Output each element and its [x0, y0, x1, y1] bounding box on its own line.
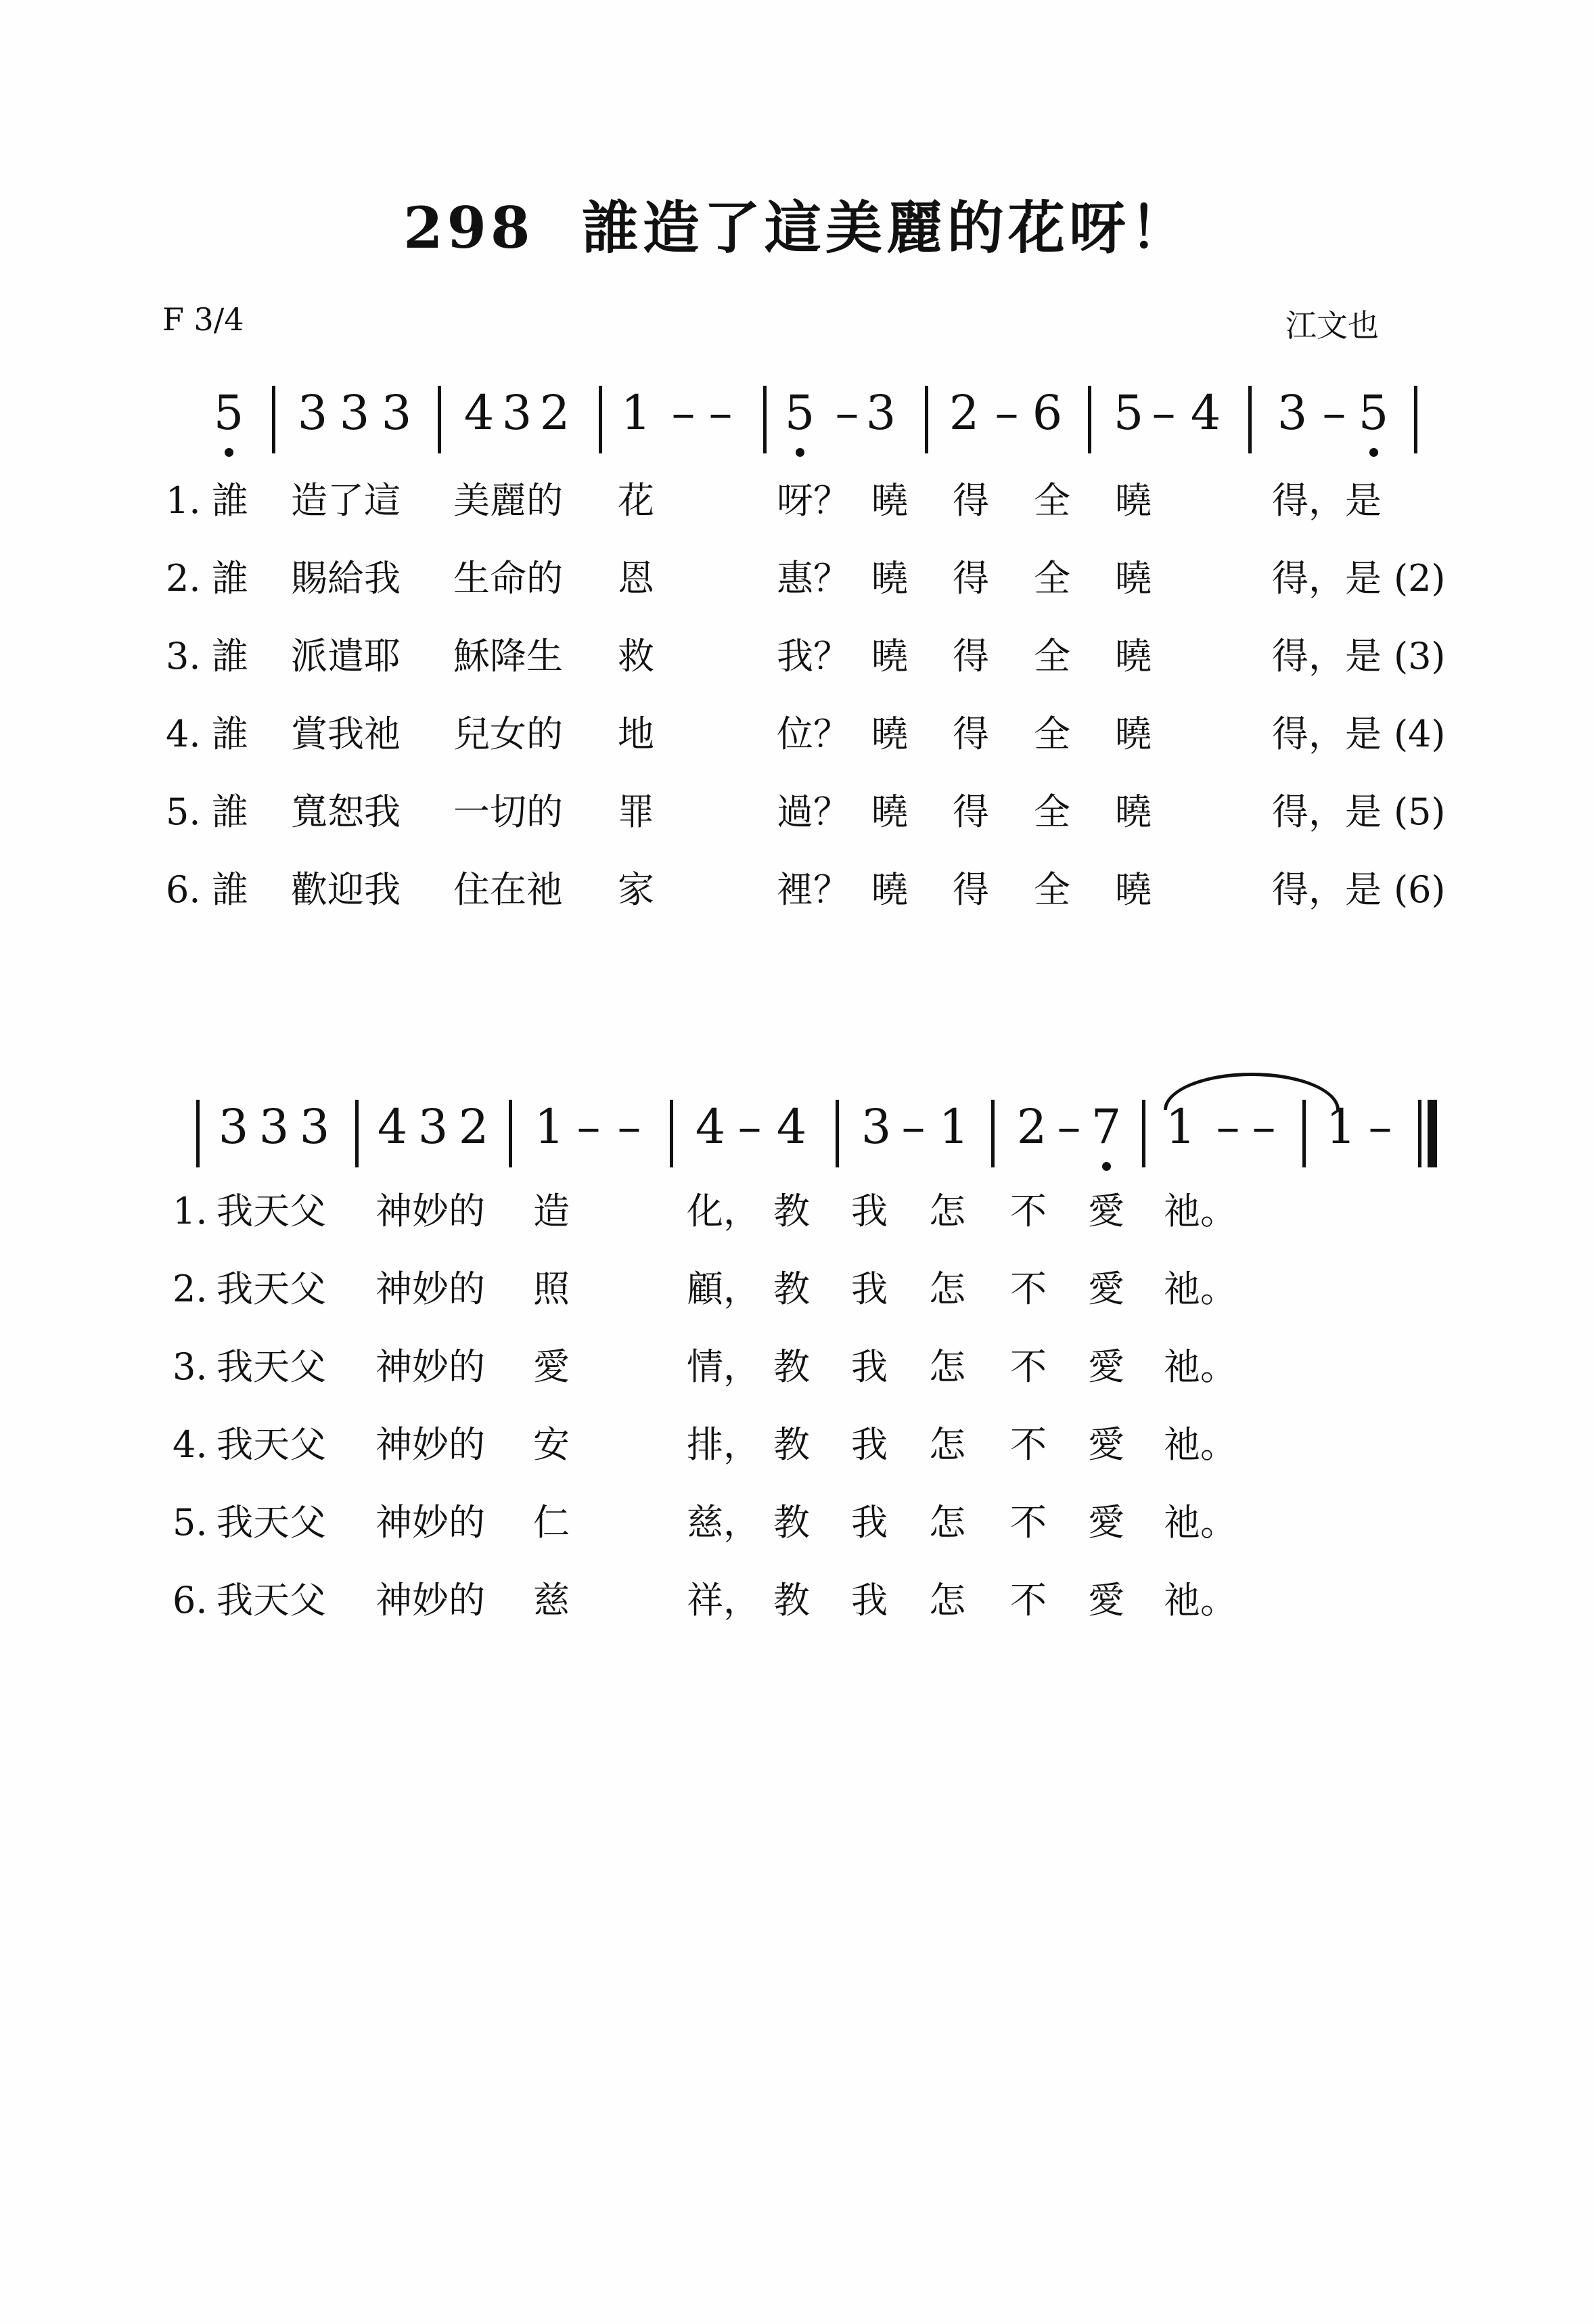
dash: –: [671, 385, 696, 441]
note: 2: [458, 1099, 489, 1155]
lyric-group: 生命的: [453, 557, 563, 600]
note: 3: [339, 385, 370, 441]
dash: –: [576, 1099, 601, 1155]
lyric-group: 賞我祂: [291, 713, 401, 755]
final-barline-thin: [1418, 1100, 1421, 1167]
lyric-syllable: 愛: [1088, 1579, 1124, 1622]
lyric-syllable: 全: [1034, 479, 1070, 522]
low-octave-dot: [1102, 1162, 1111, 1171]
lyric-syllable: 祂。: [1164, 1501, 1237, 1544]
lyric-syllable: 曉: [871, 713, 908, 755]
lyric-syllable: 得: [953, 557, 989, 600]
lyric-syllable: 仁: [533, 1501, 570, 1544]
lyric-syllable: 曉: [871, 790, 908, 833]
note: 2: [949, 385, 980, 441]
lyric-syllable: 愛: [1088, 1190, 1124, 1232]
lyric-group: 過？: [777, 790, 850, 833]
verse-line: [0, 1340, 1594, 1394]
lyric-syllable: 誰: [212, 557, 248, 600]
final-barline: [1428, 1100, 1437, 1167]
note: 3: [861, 1099, 892, 1155]
lyric-syllable: 誰: [212, 868, 248, 911]
barline: [1414, 386, 1417, 453]
lyric-syllable: 我: [851, 1268, 888, 1310]
barline: [763, 386, 767, 453]
lyric-syllable: 誰: [212, 635, 248, 677]
verse-number: 1.: [166, 479, 201, 522]
dash: –: [1216, 1099, 1240, 1155]
dash: –: [1322, 385, 1346, 441]
lyric-group: 神妙的: [375, 1345, 485, 1388]
lyric-group: 裡？: [777, 868, 850, 911]
lyric-syllable: 曉: [871, 479, 908, 522]
hymn-title: [0, 183, 1594, 265]
lyric-syllable: 祂。: [1164, 1423, 1237, 1466]
note: 5: [1356, 379, 1391, 447]
lyric-syllable: 全: [1034, 868, 1070, 911]
barline: [670, 1100, 673, 1167]
lyric-syllable: 得: [953, 868, 989, 911]
note: 5: [782, 379, 817, 447]
lyric-group: 排，: [687, 1423, 760, 1466]
lyric-group: 我？: [777, 635, 850, 677]
lyric-syllable: 怎: [929, 1423, 965, 1466]
verse-line: [0, 629, 1594, 684]
lyric-syllable: 教: [773, 1579, 810, 1622]
verse-number: 3.: [166, 635, 201, 677]
lyric-syllable: 全: [1034, 557, 1070, 600]
lyric-group: 美麗的: [453, 479, 563, 522]
lyric-group: 情，: [687, 1345, 760, 1388]
note: 3: [297, 385, 328, 441]
barline: [272, 386, 275, 453]
lyric-syllable: 得: [953, 713, 989, 755]
lyric-syllable: 全: [1034, 790, 1070, 833]
barline: [991, 1100, 995, 1167]
lyric-syllable: 祂。: [1164, 1190, 1237, 1232]
low-octave-dot: [1369, 448, 1378, 457]
dash: –: [995, 385, 1019, 441]
note: 5: [211, 379, 246, 447]
barline: [438, 386, 441, 453]
lyric-group: 得，是: [1272, 479, 1382, 522]
lyric-syllable: 教: [773, 1268, 810, 1310]
verse-repeat-marker: (2): [1394, 557, 1446, 600]
lyric-syllable: 曉: [1115, 479, 1152, 522]
lyric-syllable: 教: [773, 1190, 810, 1232]
note: 3: [258, 1099, 290, 1155]
lyric-syllable: 曉: [1115, 713, 1152, 755]
note: 1: [620, 385, 652, 441]
verse-line: [0, 1573, 1594, 1628]
barline: [1088, 386, 1091, 453]
lyric-syllable: 全: [1034, 635, 1070, 677]
verse-number: 1.: [173, 1190, 208, 1232]
lyric-syllable: 曉: [871, 868, 908, 911]
lyric-syllable: 我: [851, 1190, 888, 1232]
lyric-syllable: 愛: [533, 1345, 570, 1388]
verse-line: [0, 1262, 1594, 1316]
lyric-group: 祥，: [687, 1579, 760, 1622]
dash: –: [1252, 1099, 1276, 1155]
verse-repeat-marker: (6): [1394, 868, 1446, 911]
verse-line: [0, 1496, 1594, 1550]
verse-number: 3.: [173, 1345, 208, 1388]
lyric-syllable: 造: [533, 1190, 570, 1232]
lyric-group: 我天父: [217, 1423, 326, 1466]
barline: [1302, 1100, 1306, 1167]
lyric-group: 位？: [777, 713, 850, 755]
dash: –: [901, 1099, 926, 1155]
lyric-group: 歡迎我: [291, 868, 401, 911]
note: 3: [299, 1099, 330, 1155]
lyric-group: 我天父: [217, 1190, 326, 1232]
lyric-syllable: 全: [1034, 713, 1070, 755]
lyric-syllable: 得: [953, 479, 989, 522]
lyric-syllable: 不: [1010, 1579, 1047, 1622]
lyric-syllable: 誰: [212, 479, 248, 522]
low-octave-dot: [796, 448, 804, 457]
lyric-group: 一切的: [453, 790, 563, 833]
lyric-syllable: 地: [618, 713, 654, 755]
dash: –: [1152, 385, 1176, 441]
barline: [1248, 386, 1252, 453]
barline: [599, 386, 602, 453]
lyric-group: 得，是: [1272, 713, 1382, 755]
lyric-group: 得，是: [1272, 868, 1382, 911]
lyric-syllable: 怎: [929, 1190, 965, 1232]
verse-line: [0, 1418, 1594, 1472]
verse-line: [0, 474, 1594, 528]
lyric-group: 兒女的: [453, 713, 563, 755]
lyric-syllable: 不: [1010, 1190, 1047, 1232]
note: 6: [1032, 385, 1063, 441]
note: 3: [501, 385, 532, 441]
lyric-syllable: 曉: [1115, 868, 1152, 911]
note: 3: [865, 385, 896, 441]
verse-repeat-marker: (3): [1394, 635, 1446, 677]
verse-number: 2.: [173, 1268, 208, 1310]
dash: –: [737, 1099, 762, 1155]
dash: –: [835, 385, 859, 441]
lyric-syllable: 教: [773, 1423, 810, 1466]
lyric-group: 造了這: [291, 479, 401, 522]
lyric-syllable: 曉: [1115, 635, 1152, 677]
note: 3: [218, 1099, 249, 1155]
lyric-syllable: 祂。: [1164, 1345, 1237, 1388]
note: 3: [381, 385, 412, 441]
verse-line: [0, 1184, 1594, 1238]
composer: 江文也: [1285, 307, 1379, 344]
verse-number: 5.: [166, 790, 201, 833]
lyric-group: 神妙的: [375, 1501, 485, 1544]
barline: [509, 1100, 512, 1167]
note: 2: [1016, 1099, 1047, 1155]
verse-number: 2.: [166, 557, 201, 600]
lyric-syllable: 不: [1010, 1345, 1047, 1388]
lyric-group: 慈，: [687, 1501, 760, 1544]
lyric-syllable: 安: [533, 1423, 570, 1466]
lyric-syllable: 曉: [1115, 790, 1152, 833]
dash: –: [1368, 1099, 1392, 1155]
lyric-syllable: 花: [618, 479, 654, 522]
note: 3: [1277, 385, 1308, 441]
lyric-syllable: 愛: [1088, 1501, 1124, 1544]
lyric-syllable: 曉: [1115, 557, 1152, 600]
lyric-syllable: 得: [953, 790, 989, 833]
key-signature: F 3/4: [162, 301, 244, 338]
lyric-syllable: 得: [953, 635, 989, 677]
verse-line: [0, 707, 1594, 761]
lyric-syllable: 祂。: [1164, 1579, 1237, 1622]
lyric-syllable: 罪: [618, 790, 654, 833]
lyric-group: 寬恕我: [291, 790, 401, 833]
note: 2: [539, 385, 570, 441]
lyric-group: 惠？: [777, 557, 850, 600]
lyric-syllable: 救: [618, 635, 654, 677]
lyric-syllable: 教: [773, 1501, 810, 1544]
lyric-syllable: 祂。: [1164, 1268, 1237, 1310]
lyric-group: 我天父: [217, 1345, 326, 1388]
note: 4: [695, 1099, 726, 1155]
lyric-syllable: 我: [851, 1345, 888, 1388]
note: 1: [534, 1099, 565, 1155]
note: 4: [463, 385, 495, 441]
lyric-group: 呀？: [777, 479, 850, 522]
note: 1: [1165, 1099, 1196, 1155]
verse-repeat-marker: (5): [1394, 790, 1446, 833]
lyric-group: 神妙的: [375, 1423, 485, 1466]
verse-repeat-marker: (4): [1394, 713, 1446, 755]
barline: [1142, 1100, 1145, 1167]
lyric-syllable: 怎: [929, 1345, 965, 1388]
lyric-syllable: 怎: [929, 1579, 965, 1622]
lyric-syllable: 家: [618, 868, 654, 911]
hymn-number: 298: [403, 194, 534, 261]
note: 4: [377, 1099, 408, 1155]
lyric-syllable: 曉: [871, 557, 908, 600]
lyric-syllable: 誰: [212, 790, 248, 833]
lyric-group: 神妙的: [375, 1268, 485, 1310]
barline: [355, 1100, 359, 1167]
verse-line: [0, 785, 1594, 839]
lyric-group: 得，是: [1272, 790, 1382, 833]
lyric-group: 得，是: [1272, 557, 1382, 600]
lyric-group: 派遣耶: [291, 635, 401, 677]
lyric-syllable: 我: [851, 1579, 888, 1622]
lyric-syllable: 誰: [212, 713, 248, 755]
note: 1: [1325, 1099, 1357, 1155]
lyric-syllable: 我: [851, 1423, 888, 1466]
note: 5: [1113, 385, 1144, 441]
lyric-syllable: 照: [533, 1268, 570, 1310]
dash: –: [708, 385, 733, 441]
lyric-syllable: 不: [1010, 1268, 1047, 1310]
note: 3: [417, 1099, 449, 1155]
lyric-syllable: 教: [773, 1345, 810, 1388]
note: 7: [1089, 1093, 1124, 1161]
lyric-syllable: 怎: [929, 1268, 965, 1310]
verse-line: [0, 863, 1594, 917]
lyric-group: 化，: [687, 1190, 760, 1232]
lyric-group: 我天父: [217, 1579, 326, 1622]
lyric-syllable: 恩: [618, 557, 654, 600]
lyric-syllable: 愛: [1088, 1423, 1124, 1466]
verse-line: [0, 552, 1594, 606]
note: 4: [776, 1099, 807, 1155]
lyric-group: 我天父: [217, 1268, 326, 1310]
note: 1: [938, 1099, 970, 1155]
lyric-syllable: 慈: [533, 1579, 570, 1622]
lyric-group: 賜給我: [291, 557, 401, 600]
note: 4: [1190, 385, 1221, 441]
verse-number: 4.: [166, 713, 201, 755]
lyric-group: 住在祂: [453, 868, 563, 911]
lyric-group: 穌降生: [453, 635, 563, 677]
lyric-group: 神妙的: [375, 1190, 485, 1232]
lyric-syllable: 我: [851, 1501, 888, 1544]
tie-arc: [1164, 1073, 1340, 1110]
barline: [836, 1100, 839, 1167]
verse-number: 6.: [173, 1579, 208, 1622]
lyric-syllable: 不: [1010, 1423, 1047, 1466]
dash: –: [1057, 1099, 1081, 1155]
melody-line-2: [0, 1093, 1594, 1194]
lyric-syllable: 曉: [871, 635, 908, 677]
lyric-group: 我天父: [217, 1501, 326, 1544]
hymn-title-text: 誰造了這美麗的花呀！: [581, 194, 1191, 261]
low-octave-dot: [225, 448, 233, 457]
verse-number: 4.: [173, 1423, 208, 1466]
lyric-group: 顧，: [687, 1268, 760, 1310]
lyric-group: 神妙的: [375, 1579, 485, 1622]
melody-line-1: [0, 379, 1594, 481]
lyric-syllable: 愛: [1088, 1268, 1124, 1310]
verse-number: 5.: [173, 1501, 208, 1544]
lyric-syllable: 不: [1010, 1501, 1047, 1544]
verse-number: 6.: [166, 868, 201, 911]
lyric-syllable: 愛: [1088, 1345, 1124, 1388]
barline: [196, 1100, 200, 1167]
lyric-syllable: 怎: [929, 1501, 965, 1544]
barline: [925, 386, 928, 453]
dash: –: [617, 1099, 641, 1155]
lyric-group: 得，是: [1272, 635, 1382, 677]
